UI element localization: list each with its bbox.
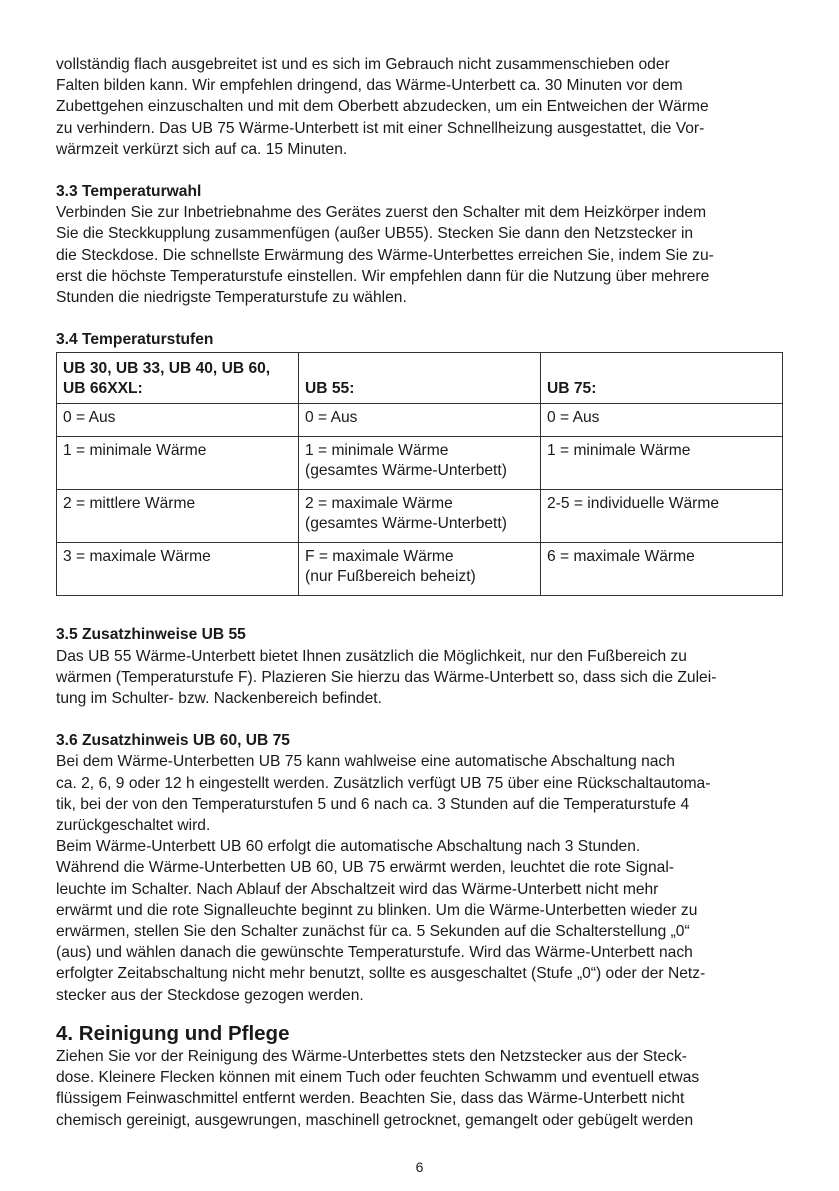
table-header-cell: UB 75: (541, 353, 783, 404)
section-4-paragraph (56, 1046, 784, 1131)
section-heading-4: 4. Reinigung und Pflege (56, 1021, 290, 1045)
section-heading-3-6: 3.6 Zusatzhinweis UB 60, UB 75 (56, 732, 290, 750)
text-line: Zubettgehen einzuschalten und mit dem Oberbett abzudecken, um ein Entweichen der Wärme (56, 98, 709, 116)
text-line: die Steckdose. Die schnellste Erwärmung des Wärme-Unterbettes erreichen Sie, indem Sie zu- (56, 246, 714, 264)
text-line: zu verhindern. Das UB 75 Wärme-Unterbett ist mit einer Schnellheizung ausgestattet, die Vor- (56, 119, 705, 137)
page-content (56, 54, 784, 1131)
text-line: flüssigem Feinwaschmittel entfernt werden. Beachten Sie, dass das Wärme-Unterbett nicht (56, 1090, 685, 1108)
section-heading-3-4: 3.4 Temperaturstufen (56, 331, 214, 349)
page-number: 6 (415, 1159, 424, 1175)
table-cell: 2 = mittlere Wärme (57, 490, 299, 543)
table-row (57, 490, 783, 543)
text-line: zurückgeschaltet wird. (56, 817, 211, 835)
text-line: ca. 2, 6, 9 oder 12 h eingestellt werden. Zusätzlich verfügt UB 75 über eine Rückschaltautoma- (56, 774, 711, 792)
text-line: wärmen (Temperaturstufe F). Plazieren Sie hierzu das Wärme-Unterbett so, dass sich die Zulei- (56, 668, 717, 686)
table-cell: 3 = maximale Wärme (57, 543, 299, 596)
text-line: erwärmen, stellen Sie den Schalter zunächst für ca. 5 Sekunden auf die Schalterstellung „0“ (56, 923, 690, 941)
text-line: Falten bilden kann. Wir empfehlen dringend, das Wärme-Unterbett ca. 30 Minuten vor dem (56, 77, 683, 95)
table-cell: 6 = maximale Wärme (541, 543, 783, 596)
text-line: Beim Wärme-Unterbett UB 60 erfolgt die automatische Abschaltung nach 3 Stunden. (56, 838, 641, 856)
table-cell: F = maximale Wärme (nur Fußbereich beheizt) (299, 543, 541, 596)
text-line: Sie die Steckkupplung zusammenfügen (außer UB55). Stecken Sie dann den Netzstecker in (56, 225, 694, 243)
text-line: erst die höchste Temperaturstufe einstellen. Wir empfehlen dann für die Nutzung über mehrere (56, 267, 710, 285)
text-line: dose. Kleinere Flecken können mit einem Tuch oder feuchten Schwamm und eventuell etwas (56, 1069, 700, 1087)
text-line: Bei dem Wärme-Unterbetten UB 75 kann wahlweise eine automatische Abschaltung nach (56, 753, 675, 771)
table-header-cell: UB 30, UB 33, UB 40, UB 60, UB 66XXL: (57, 353, 299, 404)
text-line: erfolgter Zeitabschaltung nicht mehr benutzt, sollte es ausgeschaltet (Stufe „0“) oder der Netz- (56, 965, 706, 983)
section-heading-3-5: 3.5 Zusatzhinweise UB 55 (56, 626, 246, 644)
table-header-row (57, 353, 783, 404)
table-cell: 2 = maximale Wärme (gesamtes Wärme-Unterbett) (299, 490, 541, 543)
text-line: Während die Wärme-Unterbetten UB 60, UB 75 erwärmt werden, leuchtet die rote Signal- (56, 859, 674, 877)
text-line: Stunden die niedrigste Temperaturstufe zu wählen. (56, 289, 407, 307)
text-line: wärmzeit verkürzt sich auf ca. 15 Minuten. (56, 140, 348, 158)
text-line: chemisch gereinigt, ausgewrungen, maschinell getrocknet, gemangelt oder gebügelt werden (56, 1111, 694, 1129)
text-line: Verbinden Sie zur Inbetriebnahme des Gerätes zuerst den Schalter mit dem Heizkörper indem (56, 204, 707, 222)
table-cell: 1 = minimale Wärme (541, 437, 783, 490)
table-header-cell: UB 55: (299, 353, 541, 404)
table-cell: 2-5 = individuelle Wärme (541, 490, 783, 543)
text-line: Ziehen Sie vor der Reinigung des Wärme-Unterbettes stets den Netzstecker aus der Steck- (56, 1047, 687, 1065)
intro-paragraph (56, 54, 784, 160)
table-row (57, 543, 783, 596)
table-row (57, 404, 783, 437)
section-3-6-paragraph (56, 751, 784, 1005)
text-line: stecker aus der Steckdose gezogen werden. (56, 986, 364, 1004)
section-heading-3-3: 3.3 Temperaturwahl (56, 183, 202, 201)
table-cell: 1 = minimale Wärme (gesamtes Wärme-Unterbett) (299, 437, 541, 490)
table-row (57, 437, 783, 490)
text-line: tung im Schulter- bzw. Nackenbereich befindet. (56, 690, 382, 708)
text-line: (aus) und wählen danach die gewünschte Temperaturstufe. Wird das Wärme-Unterbett nach (56, 944, 693, 962)
table-cell: 0 = Aus (299, 404, 541, 437)
temperature-levels-table (56, 352, 783, 596)
table-cell: 1 = minimale Wärme (57, 437, 299, 490)
text-line: leuchte im Schalter. Nach Ablauf der Abschaltzeit wird das Wärme-Unterbett nicht mehr (56, 880, 659, 898)
section-3-3-paragraph (56, 202, 784, 308)
text-line: erwärmt und die rote Signalleuchte beginnt zu blinken. Um die Wärme-Unterbetten wieder zu (56, 901, 698, 919)
text-line: vollständig flach ausgebreitet ist und es sich im Gebrauch nicht zusammenschieben oder (56, 56, 670, 73)
text-line: Das UB 55 Wärme-Unterbett bietet Ihnen zusätzlich die Möglichkeit, nur den Fußbereich zu (56, 647, 687, 665)
text-line: tik, bei der von den Temperaturstufen 5 und 6 nach ca. 3 Stunden auf die Temperaturstufe 4 (56, 795, 690, 813)
table-cell: 0 = Aus (541, 404, 783, 437)
table-cell: 0 = Aus (57, 404, 299, 437)
section-3-5-paragraph (56, 646, 784, 710)
